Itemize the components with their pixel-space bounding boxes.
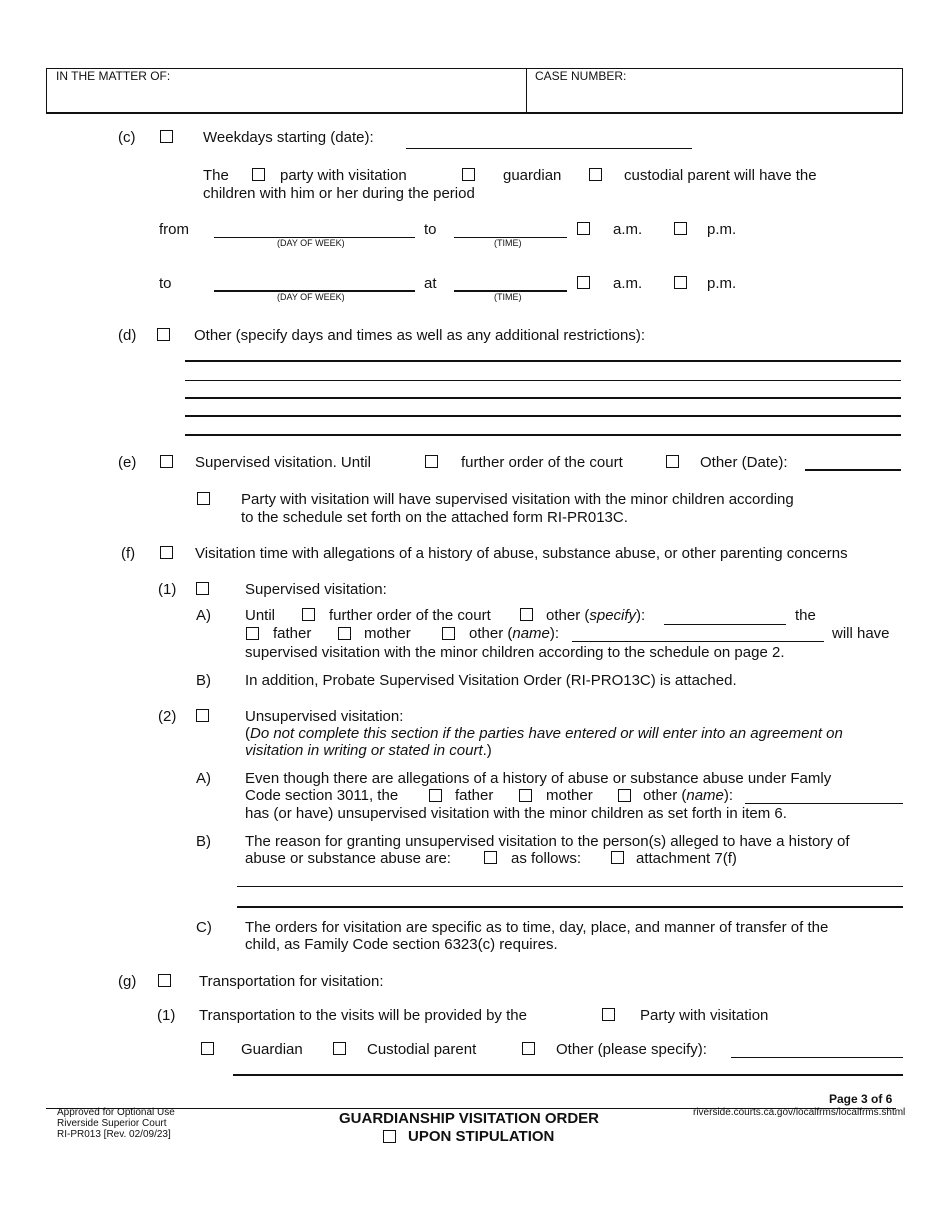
f2-reason-line-2[interactable] <box>237 906 903 908</box>
further-order-checkbox[interactable] <box>425 455 438 468</box>
party-supervised-checkbox[interactable] <box>197 492 210 505</box>
f1-father-checkbox[interactable] <box>246 627 259 640</box>
am-label: a.m. <box>613 221 643 238</box>
g1-other-label: Other (please specify): <box>556 1041 707 1058</box>
f1-the-label: the <box>795 607 816 624</box>
weekdays-date-field[interactable] <box>406 148 692 149</box>
f2-as-follows-checkbox[interactable] <box>484 851 497 864</box>
f1-b-text: In addition, Probate Supervised Visitation Order (RI-PRO13C) is attached. <box>245 672 737 689</box>
g1-guardian-checkbox[interactable] <box>201 1042 214 1055</box>
g1-custodial-label: Custodial parent <box>367 1041 477 1058</box>
f1-other-specify-checkbox[interactable] <box>520 608 533 621</box>
f2-other-name-checkbox[interactable] <box>618 789 631 802</box>
f2-a-line-2-pre: Code section 3011, the <box>245 787 399 804</box>
g1-other-field[interactable] <box>731 1057 903 1058</box>
f1-num: (1) <box>158 581 177 598</box>
f2-mother-checkbox[interactable] <box>519 789 532 802</box>
f2-a-letter: A) <box>196 770 211 787</box>
f1-father-label: father <box>273 625 312 642</box>
f1-further-order-checkbox[interactable] <box>302 608 315 621</box>
day-of-week-caption: (DAY OF WEEK) <box>277 292 345 302</box>
f2-b-line-1: The reason for granting unsupervised visitation to the person(s) alleged to have a history of <box>245 833 850 850</box>
f2-label: Unsupervised visitation: <box>245 708 404 725</box>
f1-mother-label: mother <box>364 625 411 642</box>
form-number: RI-PR013 [Rev. 02/09/23] <box>57 1129 171 1140</box>
f2-num: (2) <box>158 708 177 725</box>
f2-a-line-3: has (or have) unsupervised visitation with the minor children as set forth in item 6. <box>245 805 787 822</box>
g1-party-label: Party with visitation <box>640 1007 769 1024</box>
other-line-3[interactable] <box>185 397 901 399</box>
form-title: GUARDIANSHIP VISITATION ORDER <box>339 1110 600 1127</box>
f1-a-letter: A) <box>196 607 211 624</box>
f2-other-name-field[interactable] <box>745 803 903 804</box>
f2-other-name-label: other (name): <box>643 787 734 804</box>
form-subtitle: UPON STIPULATION <box>408 1128 555 1145</box>
the-label: The <box>203 167 229 184</box>
f1-checkbox[interactable] <box>196 582 209 595</box>
guardian-label: guardian <box>503 167 562 184</box>
f1-label: Supervised visitation: <box>245 581 387 598</box>
f2-a-line-1: Even though there are allegations of a history of abuse or substance abuse under Famly <box>245 770 832 787</box>
f2-father-checkbox[interactable] <box>429 789 442 802</box>
item-f-checkbox[interactable] <box>160 546 173 559</box>
item-g-letter: (g) <box>118 973 137 990</box>
f1-mother-checkbox[interactable] <box>338 627 351 640</box>
f1-other-name-checkbox[interactable] <box>442 627 455 640</box>
item-d-letter: (d) <box>118 327 137 344</box>
guardian-checkbox[interactable] <box>462 168 475 181</box>
court-text: Riverside Superior Court <box>57 1118 167 1129</box>
page-number: Page 3 of 6 <box>829 1092 893 1106</box>
other-line-4[interactable] <box>185 415 901 417</box>
f1-other-name-label: other (name): <box>469 625 560 642</box>
f2-father-label: father <box>455 787 494 804</box>
f2-c-letter: C) <box>196 919 212 936</box>
f1-other-name-field[interactable] <box>572 641 824 642</box>
f2-note-line-1: (Do not complete this section if the parties have entered or will enter into an agreement on <box>245 725 843 742</box>
party-with-visitation-label: party with visitation <box>280 167 407 184</box>
from-am-checkbox[interactable] <box>577 222 590 235</box>
f2-c-line-2: child, as Family Code section 6323(c) requires. <box>245 936 558 953</box>
g1-party-checkbox[interactable] <box>602 1008 615 1021</box>
upon-stipulation-checkbox[interactable] <box>383 1130 396 1143</box>
other-date-field[interactable] <box>805 469 901 471</box>
children-line: children with him or her during the period <box>203 185 475 202</box>
item-g-label: Transportation for visitation: <box>199 973 384 990</box>
pm-label: p.m. <box>707 275 737 292</box>
f2-as-follows-label: as follows: <box>511 850 582 867</box>
g1-num: (1) <box>157 1007 176 1024</box>
item-e-checkbox[interactable] <box>160 455 173 468</box>
f1-b-letter: B) <box>196 672 211 689</box>
f1-will-have-label: will have <box>832 625 890 642</box>
case-number-label: CASE NUMBER: <box>535 69 627 83</box>
matter-label: IN THE MATTER OF: <box>56 69 171 83</box>
to-am-checkbox[interactable] <box>577 276 590 289</box>
time-caption: (TIME) <box>494 292 522 302</box>
f2-mother-label: mother <box>546 787 593 804</box>
f2-reason-line-1[interactable] <box>237 886 903 887</box>
time-caption: (TIME) <box>494 238 522 248</box>
to-pm-checkbox[interactable] <box>674 276 687 289</box>
caption-divider <box>526 68 527 112</box>
item-f-label: Visitation time with allegations of a history of abuse, substance abuse, or other parenting concerns <box>195 545 848 562</box>
from-pm-checkbox[interactable] <box>674 222 687 235</box>
custodial-parent-label: custodial parent will have the <box>624 167 817 184</box>
f1-a-line-3: supervised visitation with the minor children according to the schedule on page 2. <box>245 644 785 661</box>
party-supervised-line-1: Party with visitation will have supervised visitation with the minor children according <box>241 491 794 508</box>
other-line-2[interactable] <box>185 380 901 381</box>
other-line-5[interactable] <box>185 434 901 436</box>
party-with-visitation-checkbox[interactable] <box>252 168 265 181</box>
f2-b-line-2: abuse or substance abuse are: <box>245 850 451 867</box>
item-d-label: Other (specify days and times as well as any additional restrictions): <box>194 327 646 344</box>
to-row-label: to <box>159 275 172 292</box>
custodial-parent-checkbox[interactable] <box>589 168 602 181</box>
item-c-checkbox[interactable] <box>160 130 173 143</box>
court-url: riverside.courts.ca.gov/localfrms/localfrms.shtml <box>693 1107 906 1118</box>
further-order-label: further order of the court <box>461 454 623 471</box>
g1-other-checkbox[interactable] <box>522 1042 535 1055</box>
item-g-checkbox[interactable] <box>158 974 171 987</box>
party-supervised-line-2: to the schedule set forth on the attached form RI-PR013C. <box>241 509 628 526</box>
f1-other-specify-label: other (specify): <box>546 607 646 624</box>
other-date-checkbox[interactable] <box>666 455 679 468</box>
item-d-checkbox[interactable] <box>157 328 170 341</box>
day-of-week-caption: (DAY OF WEEK) <box>277 238 345 248</box>
f2-checkbox[interactable] <box>196 709 209 722</box>
f2-b-letter: B) <box>196 833 211 850</box>
other-date-label: Other (Date): <box>700 454 788 471</box>
f1-further-order-label: further order of the court <box>329 607 491 624</box>
to-label: to <box>424 221 437 238</box>
f2-c-line-1: The orders for visitation are specific as to time, day, place, and manner of transfer of the <box>245 919 829 936</box>
g1-guardian-label: Guardian <box>241 1041 303 1058</box>
g1-label: Transportation to the visits will be provided by the <box>199 1007 527 1024</box>
pm-label: p.m. <box>707 221 737 238</box>
weekdays-label: Weekdays starting (date): <box>203 129 374 146</box>
g1-custodial-checkbox[interactable] <box>333 1042 346 1055</box>
g1-other-line-2[interactable] <box>233 1074 903 1076</box>
f2-attachment-checkbox[interactable] <box>611 851 624 864</box>
supervised-until-label: Supervised visitation. Until <box>195 454 371 471</box>
f1-other-specify-field[interactable] <box>664 624 786 625</box>
f1-until-label: Until <box>245 607 276 624</box>
at-label: at <box>424 275 437 292</box>
f2-note-line-2: visitation in writing or stated in court.) <box>245 742 492 759</box>
from-label: from <box>159 221 189 238</box>
item-c-letter: (c) <box>118 129 136 146</box>
caption-box <box>46 68 903 114</box>
am-label: a.m. <box>613 275 643 292</box>
approved-text: Approved for Optional Use <box>57 1107 175 1118</box>
item-e-letter: (e) <box>118 454 137 471</box>
item-f-letter: (f) <box>121 545 136 562</box>
other-line-1[interactable] <box>185 360 901 362</box>
f2-attachment-label: attachment 7(f) <box>636 850 737 867</box>
